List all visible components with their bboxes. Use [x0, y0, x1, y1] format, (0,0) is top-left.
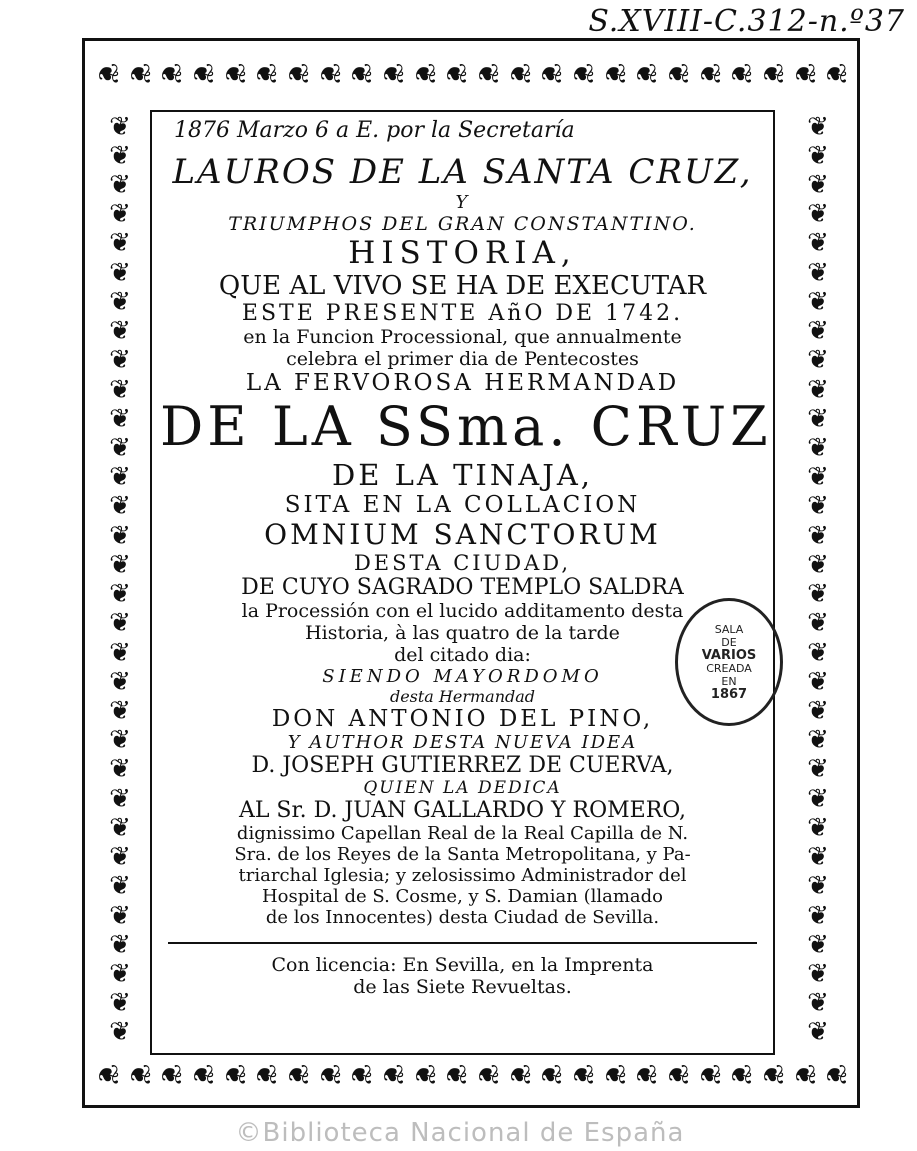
ornament-icon: ❦ — [807, 374, 829, 405]
ornament-icon: ❦ — [408, 1063, 442, 1087]
text-line: dignissimo Capellan Real de la Real Capilla de N. — [236, 823, 689, 844]
ornament-border-right — [788, 112, 848, 1047]
ornament-icon: ❦ — [807, 140, 829, 171]
ornament-icon: ❦ — [345, 62, 379, 86]
ornament-icon: ❦ — [807, 462, 829, 493]
ornament-icon: ❦ — [819, 62, 853, 86]
ornament-icon: ❦ — [807, 900, 829, 931]
shelfmark-annotation: S.XVIII-C.312-n.º37 — [588, 4, 905, 39]
ornament-icon: ❦ — [807, 549, 829, 580]
ornament-icon: ❦ — [724, 62, 758, 86]
genre-heading: HISTORIA, — [348, 235, 577, 271]
ornament-icon: ❦ — [376, 62, 410, 86]
ornament-icon: ❦ — [807, 929, 829, 960]
ornament-icon: ❦ — [807, 842, 829, 873]
text-line: Sra. de los Reyes de la Santa Metropolitana, y Pa- — [234, 844, 691, 865]
ornament-icon: ❦ — [109, 725, 131, 756]
text-line: DESTA CIUDAD, — [353, 551, 572, 575]
text-line: DE CUYO SAGRADO TEMPLO SALDRA — [241, 575, 684, 600]
ornament-icon: ❦ — [281, 1063, 315, 1087]
text-line: la Processión con el lucido additamento desta — [241, 600, 684, 622]
ornament-icon: ❦ — [109, 900, 131, 931]
ornament-icon: ❦ — [807, 228, 829, 259]
watermark: ©Biblioteca Nacional de España — [235, 1118, 685, 1148]
ornament-icon: ❦ — [807, 666, 829, 697]
ornament-border-bottom — [92, 1045, 852, 1105]
ornament-icon: ❦ — [186, 62, 220, 86]
ornament-icon: ❦ — [598, 1063, 632, 1087]
ornament-icon: ❦ — [819, 1063, 853, 1087]
ornament-icon: ❦ — [109, 228, 131, 259]
ornament-icon: ❦ — [598, 62, 632, 86]
imprint-line: de las Siete Revueltas. — [353, 976, 572, 998]
stamp-text: EN — [721, 675, 737, 688]
dedicatee-name: AL Sr. D. JUAN GALLARDO Y ROMERO, — [238, 798, 687, 823]
imprint-line: Con licencia: En Sevilla, en la Imprenta — [271, 954, 654, 976]
title-main: LAUROS DE LA SANTA CRUZ, — [172, 152, 753, 192]
ornament-icon: ❦ — [218, 1063, 252, 1087]
ornament-icon: ❦ — [109, 316, 131, 347]
brotherhood-name: DE LA SSma. CRUZ — [160, 395, 772, 458]
ornament-icon: ❦ — [503, 62, 537, 86]
ornament-icon: ❦ — [109, 929, 131, 960]
ornament-icon: ❦ — [109, 608, 131, 639]
ornament-icon: ❦ — [471, 1063, 505, 1087]
ornament-icon: ❦ — [807, 579, 829, 610]
ornament-icon: ❦ — [693, 1063, 727, 1087]
ornament-icon: ❦ — [109, 111, 131, 142]
ornament-icon: ❦ — [109, 345, 131, 376]
text-line: Y AUTHOR DESTA NUEVA IDEA — [287, 732, 638, 753]
stamp-text: VARIOS — [701, 648, 757, 663]
ornament-icon: ❦ — [250, 62, 284, 86]
title-conjunction: Y — [455, 192, 470, 213]
ornament-icon: ❦ — [109, 783, 131, 814]
ornament-icon: ❦ — [109, 988, 131, 1019]
ornament-icon: ❦ — [756, 62, 790, 86]
text-line: QUE AL VIVO SE HA DE EXECUTAR — [218, 271, 707, 301]
ornament-icon: ❦ — [788, 1063, 822, 1087]
ornament-icon: ❦ — [109, 491, 131, 522]
ornament-icon: ❦ — [155, 62, 189, 86]
ornament-icon: ❦ — [313, 1063, 347, 1087]
ornament-icon: ❦ — [281, 62, 315, 86]
ornament-icon: ❦ — [313, 62, 347, 86]
ornament-icon: ❦ — [693, 62, 727, 86]
ornament-icon: ❦ — [807, 403, 829, 434]
ornament-icon: ❦ — [440, 62, 474, 86]
ornament-icon: ❦ — [807, 608, 829, 639]
ornament-icon: ❦ — [109, 140, 131, 171]
text-line: desta Hermandad — [389, 687, 536, 706]
text-line: Historia, à las quatro de la tarde — [305, 622, 620, 644]
ornament-icon: ❦ — [807, 286, 829, 317]
ornament-icon: ❦ — [109, 754, 131, 785]
year-line: ESTE PRESENTE AñO DE 1742. — [241, 301, 684, 326]
ornament-icon: ❦ — [440, 1063, 474, 1087]
library-stamp — [675, 598, 783, 726]
ornament-icon: ❦ — [109, 374, 131, 405]
ornament-icon: ❦ — [109, 433, 131, 464]
ornament-icon: ❦ — [109, 403, 131, 434]
ornament-icon: ❦ — [109, 257, 131, 288]
ornament-icon: ❦ — [345, 1063, 379, 1087]
text-line: triarchal Iglesia; y zelosissimo Administrador del — [238, 865, 687, 886]
text-line: SIENDO MAYORDOMO — [322, 666, 603, 687]
ornament-icon: ❦ — [109, 812, 131, 843]
ornament-icon: ❦ — [807, 871, 829, 902]
ornament-icon: ❦ — [109, 695, 131, 726]
ornament-icon: ❦ — [109, 520, 131, 551]
ornament-icon: ❦ — [535, 1063, 569, 1087]
ornament-icon: ❦ — [186, 1063, 220, 1087]
ornament-icon: ❦ — [807, 988, 829, 1019]
ornament-icon: ❦ — [788, 62, 822, 86]
ornament-icon: ❦ — [471, 62, 505, 86]
ornament-icon: ❦ — [109, 637, 131, 668]
stamp-text: DE — [721, 636, 737, 649]
ornament-icon: ❦ — [807, 491, 829, 522]
ornament-icon: ❦ — [109, 871, 131, 902]
ornament-icon: ❦ — [503, 1063, 537, 1087]
text-line: LA FERVOROSA HERMANDAD — [245, 370, 680, 396]
ornament-icon: ❦ — [91, 1063, 125, 1087]
handwritten-note: 1876 Marzo 6 a E. por la Secretaría — [174, 118, 575, 143]
text-line: QUIEN LA DEDICA — [363, 778, 562, 798]
ornament-icon: ❦ — [807, 520, 829, 551]
ornament-icon: ❦ — [807, 695, 829, 726]
ornament-icon: ❦ — [109, 462, 131, 493]
ornament-icon: ❦ — [807, 345, 829, 376]
stamp-text: 1867 — [710, 687, 748, 702]
ornament-icon: ❦ — [807, 170, 829, 201]
ornament-icon: ❦ — [807, 1017, 829, 1048]
text-line: celebra el primer dia de Pentecostes — [286, 348, 639, 370]
ornament-icon: ❦ — [629, 1063, 663, 1087]
ornament-icon: ❦ — [109, 958, 131, 989]
ornament-icon: ❦ — [807, 958, 829, 989]
ornament-icon: ❦ — [807, 433, 829, 464]
ornament-icon: ❦ — [661, 1063, 695, 1087]
ornament-icon: ❦ — [123, 1063, 157, 1087]
ornament-icon: ❦ — [807, 637, 829, 668]
text-line: SITA EN LA COLLACION — [284, 492, 641, 518]
divider-rule — [168, 942, 757, 944]
stamp-text: SALA — [714, 623, 744, 636]
text-line: del citado dia: — [394, 644, 531, 666]
ornament-border-top — [92, 44, 852, 104]
ornament-icon: ❦ — [807, 754, 829, 785]
mayordomo-name: DON ANTONIO DEL PINO, — [271, 706, 654, 732]
ornament-icon: ❦ — [109, 579, 131, 610]
ornament-icon: ❦ — [566, 62, 600, 86]
ornament-icon: ❦ — [376, 1063, 410, 1087]
ornament-icon: ❦ — [807, 725, 829, 756]
ornament-icon: ❦ — [218, 62, 252, 86]
text-line: de los Innocentes) desta Ciudad de Sevilla. — [265, 907, 660, 928]
title-subtitle: TRIUMPHOS DEL GRAN CONSTANTINO. — [228, 213, 697, 235]
ornament-icon: ❦ — [807, 257, 829, 288]
ornament-icon: ❦ — [807, 812, 829, 843]
ornament-icon: ❦ — [807, 316, 829, 347]
ornament-icon: ❦ — [629, 62, 663, 86]
ornament-icon: ❦ — [807, 783, 829, 814]
ornament-icon: ❦ — [756, 1063, 790, 1087]
ornament-icon: ❦ — [123, 62, 157, 86]
ornament-icon: ❦ — [807, 111, 829, 142]
stamp-text: CREADA — [706, 662, 752, 675]
ornament-icon: ❦ — [724, 1063, 758, 1087]
ornament-icon: ❦ — [109, 199, 131, 230]
ornament-icon: ❦ — [807, 199, 829, 230]
author-name: D. JOSEPH GUTIERREZ DE CUERVA, — [251, 753, 674, 778]
ornament-icon: ❦ — [535, 62, 569, 86]
ornament-icon: ❦ — [250, 1063, 284, 1087]
ornament-icon: ❦ — [109, 170, 131, 201]
ornament-icon: ❦ — [566, 1063, 600, 1087]
ornament-icon: ❦ — [408, 62, 442, 86]
ornament-icon: ❦ — [109, 666, 131, 697]
ornament-icon: ❦ — [109, 286, 131, 317]
ornament-icon: ❦ — [109, 549, 131, 580]
text-line: en la Funcion Processional, que annualmente — [243, 326, 682, 348]
ornament-border-left — [90, 112, 150, 1047]
text-line: DE LA TINAJA, — [332, 458, 593, 492]
text-line: OMNIUM SANCTORUM — [264, 518, 661, 551]
ornament-icon: ❦ — [109, 842, 131, 873]
text-line: Hospital de S. Cosme, y S. Damian (llamado — [261, 886, 664, 907]
title-page — [160, 118, 772, 998]
ornament-icon: ❦ — [91, 62, 125, 86]
ornament-icon: ❦ — [661, 62, 695, 86]
ornament-icon: ❦ — [155, 1063, 189, 1087]
ornament-icon: ❦ — [109, 1017, 131, 1048]
